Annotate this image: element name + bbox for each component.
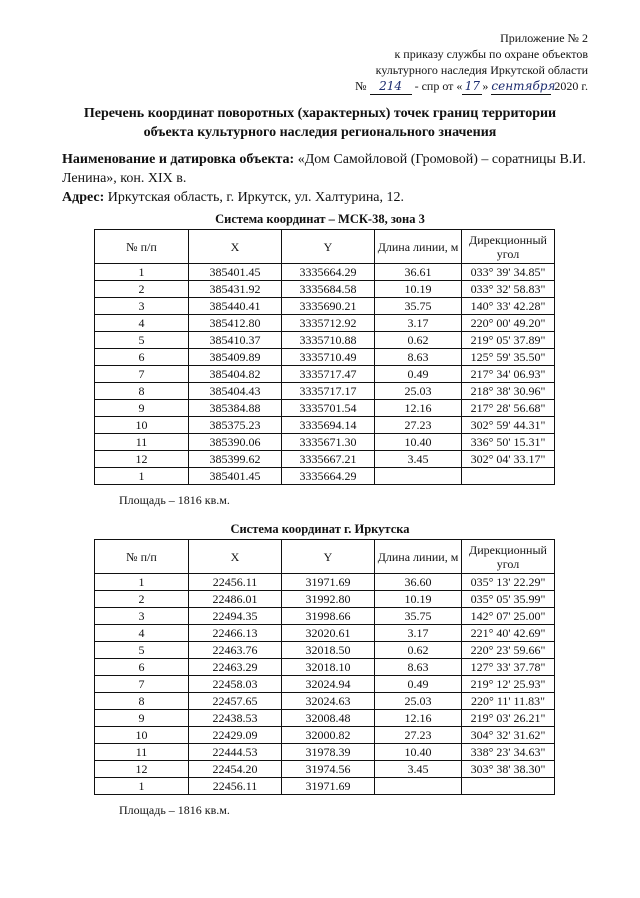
cell-number: 3	[95, 298, 189, 315]
cell-line-length: 25.03	[375, 383, 462, 400]
cell-number: 7	[95, 366, 189, 383]
cell-direction-angle: 338° 23' 34.63"	[462, 744, 555, 761]
cell-direction-angle: 336° 50' 15.31"	[462, 434, 555, 451]
cell-line-length: 3.45	[375, 761, 462, 778]
table1-area: Площадь – 1816 кв.м.	[119, 493, 230, 507]
coordinates-table-irkutsk	[94, 539, 555, 795]
cell-x: 22456.11	[189, 574, 282, 591]
cell-y: 3335694.14	[282, 417, 375, 434]
table-row	[95, 761, 555, 778]
cell-direction-angle: 219° 12' 25.93"	[462, 676, 555, 693]
cell-line-length: 0.62	[375, 332, 462, 349]
cell-direction-angle: 217° 28' 56.68"	[462, 400, 555, 417]
title-line-1: Перечень координат поворотных (характерных) точек границ территории	[83, 106, 557, 121]
header-direction-angle: Дирекционный угол	[462, 230, 555, 264]
cell-number: 3	[95, 608, 189, 625]
cell-x: 385412.80	[189, 315, 282, 332]
cell-y: 3335710.49	[282, 349, 375, 366]
cell-x: 22444.53	[189, 744, 282, 761]
cell-direction-angle: 220° 11' 11.83"	[462, 693, 555, 710]
cell-x: 22456.11	[189, 778, 282, 795]
cell-line-length: 27.23	[375, 727, 462, 744]
cell-line-length: 10.40	[375, 744, 462, 761]
cell-direction-angle	[462, 468, 555, 485]
table2-caption: Система координат г. Иркутска	[230, 522, 410, 536]
header-number: № п/п	[95, 230, 189, 264]
cell-number: 2	[95, 281, 189, 298]
cell-y: 31971.69	[282, 574, 375, 591]
table-row	[95, 676, 555, 693]
cell-x: 22458.03	[189, 676, 282, 693]
order-number-line: № 214 - спр от « 17 » сентября 2020 г.	[355, 79, 588, 93]
table-row	[95, 451, 555, 468]
cell-x: 22494.35	[189, 608, 282, 625]
cell-y: 3335712.92	[282, 315, 375, 332]
cell-number: 9	[95, 400, 189, 417]
cell-x: 385384.88	[189, 400, 282, 417]
header-y: Y	[282, 540, 375, 574]
cell-line-length: 12.16	[375, 710, 462, 727]
cell-line-length	[375, 468, 462, 485]
cell-number: 8	[95, 383, 189, 400]
table-row	[95, 417, 555, 434]
cell-line-length: 10.40	[375, 434, 462, 451]
cell-x: 22457.65	[189, 693, 282, 710]
cell-x: 385401.45	[189, 264, 282, 281]
order-number: 214	[370, 78, 412, 95]
cell-number: 1	[95, 264, 189, 281]
cell-number: 11	[95, 434, 189, 451]
cell-number: 6	[95, 659, 189, 676]
cell-number: 11	[95, 744, 189, 761]
cell-line-length: 35.75	[375, 608, 462, 625]
table-row	[95, 400, 555, 417]
cell-y: 3335717.17	[282, 383, 375, 400]
cell-y: 32024.94	[282, 676, 375, 693]
cell-direction-angle: 220° 23' 59.66"	[462, 642, 555, 659]
cell-direction-angle: 217° 34' 06.93"	[462, 366, 555, 383]
table-row	[95, 366, 555, 383]
cell-number: 6	[95, 349, 189, 366]
cell-line-length: 35.75	[375, 298, 462, 315]
cell-y: 3335664.29	[282, 264, 375, 281]
cell-y: 32008.48	[282, 710, 375, 727]
cell-line-length: 8.63	[375, 659, 462, 676]
table-row	[95, 434, 555, 451]
cell-number: 10	[95, 417, 189, 434]
table2-area: Площадь – 1816 кв.м.	[119, 803, 230, 817]
cell-direction-angle: 303° 38' 38.30"	[462, 761, 555, 778]
spr-text: - спр от «	[414, 79, 463, 93]
cell-y: 3335690.21	[282, 298, 375, 315]
cell-number: 12	[95, 451, 189, 468]
order-day: 17	[462, 78, 482, 95]
cell-x: 385390.06	[189, 434, 282, 451]
cell-direction-angle: 219° 03' 26.21"	[462, 710, 555, 727]
header-line-length: Длина линии, м	[375, 540, 462, 574]
cell-number: 7	[95, 676, 189, 693]
cell-y: 3335684.58	[282, 281, 375, 298]
object-name-value: «Дом Самойловой (Громовой) – соратницы В.И. Ленина», кон. XIX в.	[62, 152, 586, 186]
cell-line-length	[375, 778, 462, 795]
cell-direction-angle: 218° 38' 30.96"	[462, 383, 555, 400]
cell-line-length: 36.60	[375, 574, 462, 591]
table-row	[95, 642, 555, 659]
cell-x: 385410.37	[189, 332, 282, 349]
cell-line-length: 8.63	[375, 349, 462, 366]
header-direction-angle: Дирекционный угол	[462, 540, 555, 574]
table-row	[95, 625, 555, 642]
cell-line-length: 36.61	[375, 264, 462, 281]
table-row	[95, 659, 555, 676]
table-row	[95, 315, 555, 332]
cell-line-length: 0.49	[375, 676, 462, 693]
cell-direction-angle: 033° 32' 58.83"	[462, 281, 555, 298]
cell-number: 12	[95, 761, 189, 778]
appendix-line-3: культурного наследия Иркутской области	[375, 63, 588, 77]
cell-x: 22429.09	[189, 727, 282, 744]
cell-direction-angle: 220° 00' 49.20"	[462, 315, 555, 332]
cell-number: 4	[95, 315, 189, 332]
cell-direction-angle: 221° 40' 42.69"	[462, 625, 555, 642]
table-row	[95, 574, 555, 591]
cell-x: 22438.53	[189, 710, 282, 727]
cell-line-length: 10.19	[375, 591, 462, 608]
object-name-label: Наименование и датировка объекта:	[62, 152, 295, 167]
table-row	[95, 744, 555, 761]
table-row	[95, 468, 555, 485]
cell-direction-angle	[462, 778, 555, 795]
cell-direction-angle: 125° 59' 35.50"	[462, 349, 555, 366]
cell-y: 32020.61	[282, 625, 375, 642]
cell-x: 22454.20	[189, 761, 282, 778]
table-row	[95, 349, 555, 366]
cell-line-length: 12.16	[375, 400, 462, 417]
table-row	[95, 281, 555, 298]
table-row	[95, 264, 555, 281]
cell-x: 22463.29	[189, 659, 282, 676]
cell-number: 4	[95, 625, 189, 642]
cell-x: 22466.13	[189, 625, 282, 642]
table1-caption: Система координат – МСК-38, зона 3	[215, 212, 425, 226]
cell-x: 385440.41	[189, 298, 282, 315]
cell-line-length: 3.17	[375, 625, 462, 642]
cell-y: 31971.69	[282, 778, 375, 795]
cell-line-length: 10.19	[375, 281, 462, 298]
cell-y: 3335701.54	[282, 400, 375, 417]
coordinates-table-msk38	[94, 229, 555, 485]
header-x: X	[189, 540, 282, 574]
cell-number: 5	[95, 642, 189, 659]
table-row	[95, 778, 555, 795]
cell-y: 3335664.29	[282, 468, 375, 485]
cell-number: 2	[95, 591, 189, 608]
header-y: Y	[282, 230, 375, 264]
cell-direction-angle: 142° 07' 25.00"	[462, 608, 555, 625]
cell-direction-angle: 302° 04' 33.17"	[462, 451, 555, 468]
cell-x: 22486.01	[189, 591, 282, 608]
appendix-header	[355, 30, 588, 95]
cell-y: 31974.56	[282, 761, 375, 778]
header-number: № п/п	[95, 540, 189, 574]
table-header-row	[95, 540, 555, 574]
table-row	[95, 693, 555, 710]
cell-direction-angle: 302° 59' 44.31"	[462, 417, 555, 434]
cell-number: 8	[95, 693, 189, 710]
cell-line-length: 3.17	[375, 315, 462, 332]
table-row	[95, 710, 555, 727]
cell-x: 385399.62	[189, 451, 282, 468]
cell-direction-angle: 219° 05' 37.89"	[462, 332, 555, 349]
order-month: сентября	[491, 79, 556, 93]
cell-x: 385404.82	[189, 366, 282, 383]
cell-number: 10	[95, 727, 189, 744]
order-year: 2020 г.	[554, 79, 588, 93]
cell-y: 31998.66	[282, 608, 375, 625]
cell-direction-angle: 035° 05' 35.99"	[462, 591, 555, 608]
table-row	[95, 727, 555, 744]
object-address-label: Адрес:	[62, 190, 105, 205]
header-x: X	[189, 230, 282, 264]
cell-number: 5	[95, 332, 189, 349]
table-row	[95, 383, 555, 400]
title-line-2: объекта культурного наследия регионального значения	[143, 125, 497, 140]
cell-x: 385404.43	[189, 383, 282, 400]
object-address	[62, 188, 600, 207]
cell-x: 385401.45	[189, 468, 282, 485]
cell-x: 22463.76	[189, 642, 282, 659]
cell-y: 3335717.47	[282, 366, 375, 383]
cell-y: 32000.82	[282, 727, 375, 744]
cell-number: 1	[95, 778, 189, 795]
table-header-row	[95, 230, 555, 264]
cell-y: 31978.39	[282, 744, 375, 761]
cell-direction-angle: 033° 39' 34.85"	[462, 264, 555, 281]
appendix-line-2: к приказу службы по охране объектов	[394, 47, 588, 61]
cell-number: 1	[95, 468, 189, 485]
cell-line-length: 0.49	[375, 366, 462, 383]
cell-y: 31992.80	[282, 591, 375, 608]
cell-x: 385375.23	[189, 417, 282, 434]
appendix-line-1: Приложение № 2	[500, 31, 588, 45]
cell-y: 32024.63	[282, 693, 375, 710]
table-row	[95, 298, 555, 315]
cell-direction-angle: 140° 33' 42.28"	[462, 298, 555, 315]
document-title	[40, 104, 600, 142]
cell-x: 385409.89	[189, 349, 282, 366]
number-prefix: №	[355, 79, 367, 93]
cell-y: 3335710.88	[282, 332, 375, 349]
cell-direction-angle: 127° 33' 37.78"	[462, 659, 555, 676]
cell-x: 385431.92	[189, 281, 282, 298]
cell-y: 32018.10	[282, 659, 375, 676]
object-address-value: Иркутская область, г. Иркутск, ул. Халтурина, 12.	[107, 190, 405, 205]
object-info	[62, 150, 600, 207]
cell-number: 1	[95, 574, 189, 591]
cell-number: 9	[95, 710, 189, 727]
cell-line-length: 25.03	[375, 693, 462, 710]
cell-y: 3335667.21	[282, 451, 375, 468]
cell-y: 3335671.30	[282, 434, 375, 451]
table-row	[95, 591, 555, 608]
cell-line-length: 0.62	[375, 642, 462, 659]
cell-direction-angle: 035° 13' 22.29"	[462, 574, 555, 591]
cell-line-length: 3.45	[375, 451, 462, 468]
cell-y: 32018.50	[282, 642, 375, 659]
cell-line-length: 27.23	[375, 417, 462, 434]
table-row	[95, 608, 555, 625]
object-name	[62, 150, 600, 188]
cell-direction-angle: 304° 32' 31.62"	[462, 727, 555, 744]
header-line-length: Длина линии, м	[375, 230, 462, 264]
table-row	[95, 332, 555, 349]
